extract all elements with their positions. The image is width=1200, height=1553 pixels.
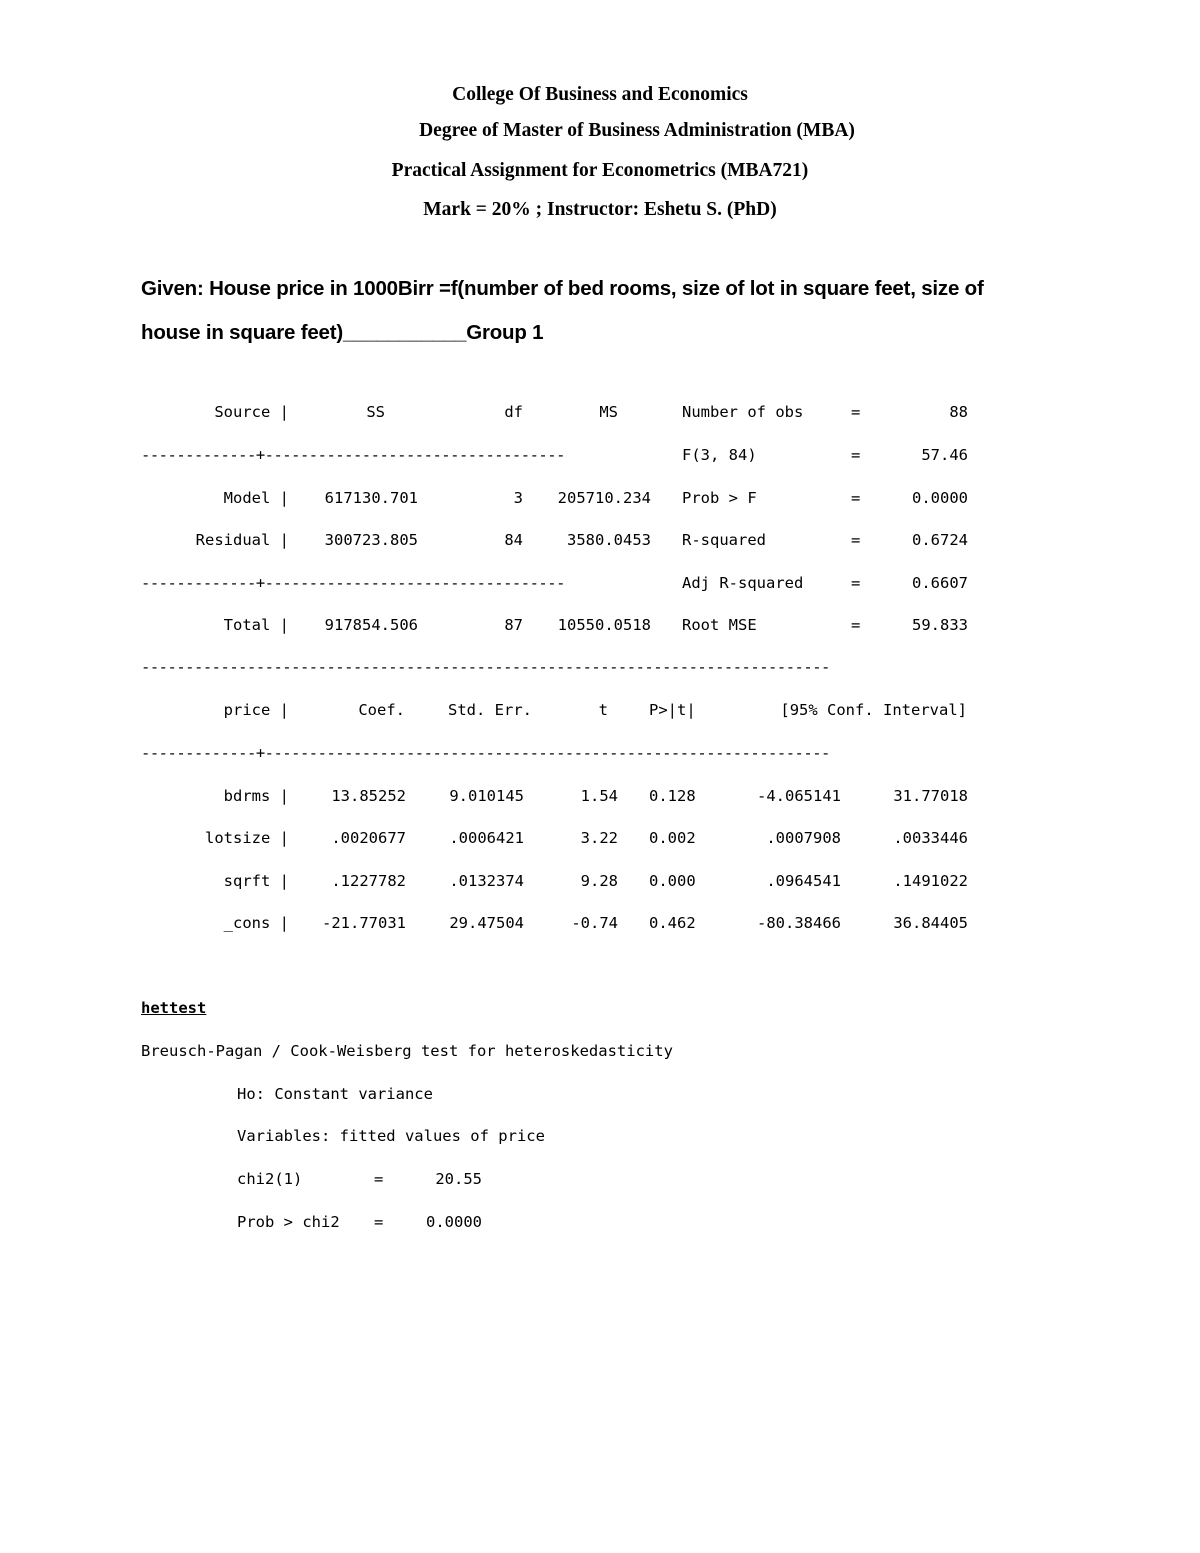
chi2-value: 20.55 bbox=[435, 1170, 482, 1188]
stat-eq: = bbox=[851, 574, 861, 592]
stat-label: Root MSE bbox=[682, 616, 757, 634]
anova-header-ss: SS bbox=[366, 403, 385, 421]
given-line-2: house in square feet)___________Group 1 bbox=[141, 321, 544, 344]
header-mark: Mark = 20% ; Instructor: Eshetu S. (PhD) bbox=[423, 199, 777, 220]
coef-header-p: P>|t| bbox=[649, 701, 696, 719]
coef-header-t: t bbox=[598, 701, 608, 719]
coef-row-se: .0132374 bbox=[449, 872, 524, 890]
header-degree: Degree of Master of Business Administration (MBA) bbox=[419, 120, 855, 141]
coef-row-hi: .0033446 bbox=[893, 829, 968, 847]
stat-label: Number of obs bbox=[682, 403, 804, 421]
stat-value: 59.833 bbox=[912, 616, 968, 634]
hettest-variables: Variables: fitted values of price bbox=[237, 1127, 545, 1145]
coef-row-lo: .0964541 bbox=[766, 872, 841, 890]
stat-label: Adj R-squared bbox=[682, 574, 804, 592]
anova-separator-1: -------------+---------------------------------- bbox=[141, 446, 565, 464]
stat-label: Prob > F bbox=[682, 489, 757, 507]
coef-row-t: 3.22 bbox=[580, 829, 618, 847]
coef-header-var: price | bbox=[223, 701, 289, 719]
coef-row-hi: 36.84405 bbox=[893, 914, 968, 932]
anova-header-df: df bbox=[504, 403, 523, 421]
stat-eq: = bbox=[851, 446, 861, 464]
coef-row-t: -0.74 bbox=[571, 914, 618, 932]
stat-value: 0.0000 bbox=[912, 489, 968, 507]
coef-separator: -------------+---------------------------------------------------------------- bbox=[141, 744, 830, 762]
anova-row-source: Model | bbox=[223, 489, 289, 507]
stat-value: 0.6724 bbox=[912, 531, 968, 549]
coef-row-se: .0006421 bbox=[449, 829, 524, 847]
coef-row-hi: 31.77018 bbox=[893, 787, 968, 805]
stat-value: 0.6607 bbox=[912, 574, 968, 592]
anova-row-source: Total | bbox=[223, 616, 289, 634]
anova-row-df: 3 bbox=[513, 489, 523, 507]
coef-row-p: 0.002 bbox=[649, 829, 696, 847]
coef-row-p: 0.000 bbox=[649, 872, 696, 890]
coef-row-var: _cons | bbox=[223, 914, 289, 932]
coef-row-var: sqrft | bbox=[223, 872, 289, 890]
anova-row-ms: 205710.234 bbox=[557, 489, 651, 507]
coef-row-coef: .0020677 bbox=[331, 829, 406, 847]
hettest-ho: Ho: Constant variance bbox=[237, 1085, 433, 1103]
anova-row-source: Residual | bbox=[195, 531, 289, 549]
coef-row-se: 29.47504 bbox=[449, 914, 524, 932]
anova-row-df: 84 bbox=[504, 531, 523, 549]
coef-header-coef: Coef. bbox=[358, 701, 405, 719]
anova-row-df: 87 bbox=[504, 616, 523, 634]
coef-rule-top: ------------------------------------------------------------------------------ bbox=[141, 658, 830, 676]
header-assignment: Practical Assignment for Econometrics (MBA721) bbox=[391, 160, 809, 181]
anova-row-ss: 300723.805 bbox=[324, 531, 418, 549]
stat-eq: = bbox=[851, 489, 861, 507]
prob-chi2-label: Prob > chi2 bbox=[237, 1213, 340, 1231]
stat-value: 57.46 bbox=[921, 446, 968, 464]
coef-row-coef: .1227782 bbox=[331, 872, 406, 890]
stat-eq: = bbox=[851, 531, 861, 549]
coef-row-coef: -21.77031 bbox=[322, 914, 406, 932]
stat-value: 88 bbox=[949, 403, 968, 421]
prob-chi2-value: 0.0000 bbox=[426, 1213, 482, 1231]
coef-row-var: bdrms | bbox=[223, 787, 289, 805]
coef-row-var: lotsize | bbox=[205, 829, 289, 847]
given-line-1: Given: House price in 1000Birr =f(number of bed rooms, size of lot in square feet, size of bbox=[141, 277, 984, 300]
coef-row-t: 9.28 bbox=[580, 872, 618, 890]
coef-row-p: 0.462 bbox=[649, 914, 696, 932]
coef-row-coef: 13.85252 bbox=[331, 787, 406, 805]
coef-header-ci: [95% Conf. Interval] bbox=[780, 701, 967, 719]
coef-row-p: 0.128 bbox=[649, 787, 696, 805]
chi2-label: chi2(1) bbox=[237, 1170, 303, 1188]
stat-label: F(3, 84) bbox=[682, 446, 757, 464]
stat-label: R-squared bbox=[682, 531, 766, 549]
stat-eq: = bbox=[851, 616, 861, 634]
prob-chi2-eq: = bbox=[374, 1213, 384, 1231]
anova-header-source: Source | bbox=[214, 403, 289, 421]
anova-row-ss: 917854.506 bbox=[324, 616, 418, 634]
anova-separator-2: -------------+---------------------------------- bbox=[141, 574, 565, 592]
hettest-command: hettest bbox=[141, 999, 207, 1017]
coef-header-se: Std. Err. bbox=[448, 701, 532, 719]
stat-eq: = bbox=[851, 403, 861, 421]
anova-row-ms: 10550.0518 bbox=[557, 616, 651, 634]
coef-row-se: 9.010145 bbox=[449, 787, 524, 805]
coef-row-lo: .0007908 bbox=[766, 829, 841, 847]
anova-row-ms: 3580.0453 bbox=[567, 531, 651, 549]
anova-header-ms: MS bbox=[599, 403, 618, 421]
hettest-title: Breusch-Pagan / Cook-Weisberg test for heteroskedasticity bbox=[141, 1042, 673, 1060]
coef-row-hi: .1491022 bbox=[893, 872, 968, 890]
coef-row-lo: -4.065141 bbox=[757, 787, 841, 805]
coef-row-t: 1.54 bbox=[580, 787, 618, 805]
anova-row-ss: 617130.701 bbox=[324, 489, 418, 507]
header-college: College Of Business and Economics bbox=[452, 84, 748, 105]
chi2-eq: = bbox=[374, 1170, 384, 1188]
coef-row-lo: -80.38466 bbox=[757, 914, 841, 932]
